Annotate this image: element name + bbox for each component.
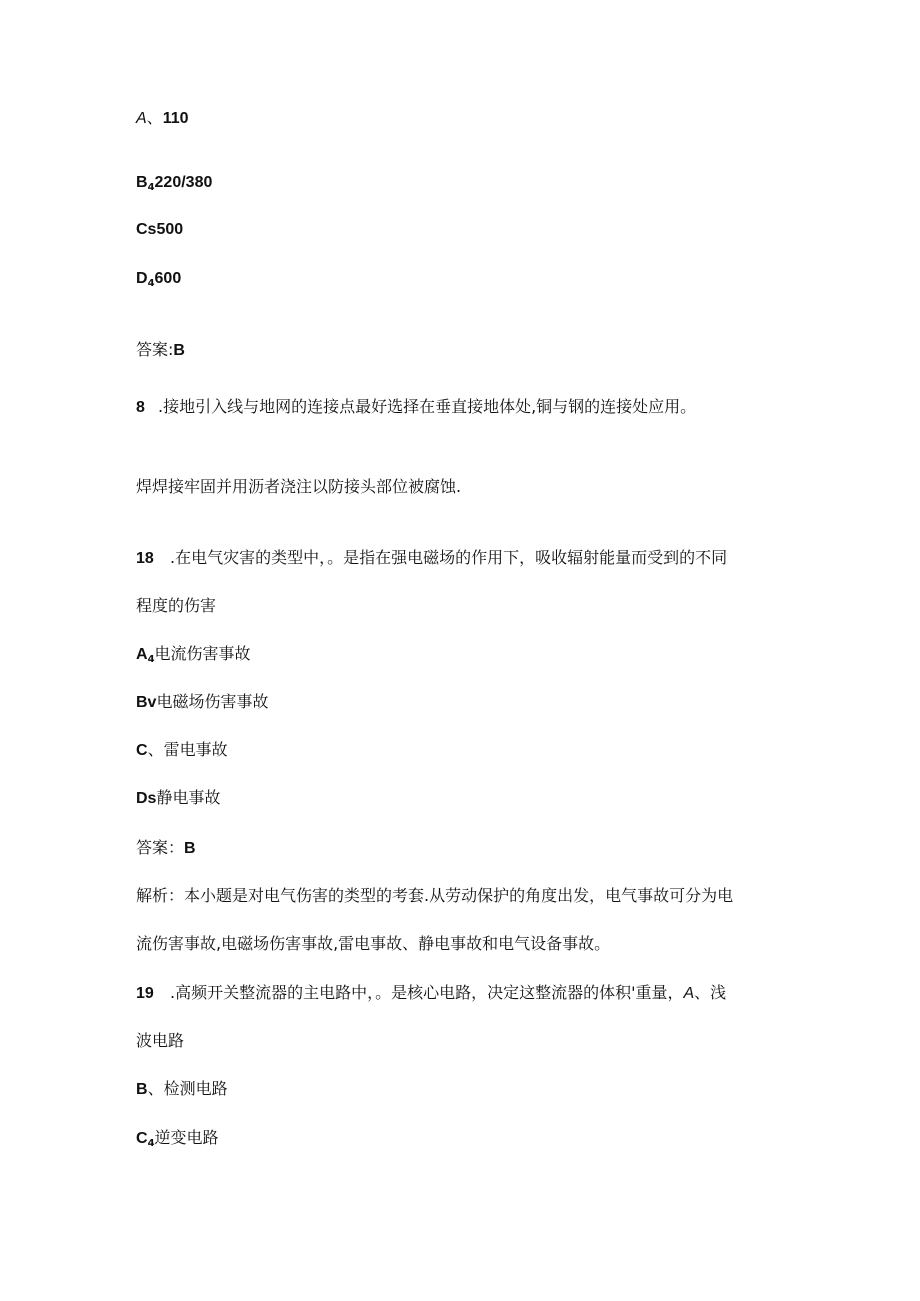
q18-option-c-sep: 、 xyxy=(147,740,164,759)
q18-stem-line1 xyxy=(136,548,727,569)
q18-option-d xyxy=(136,788,220,809)
q18-answer-value: B xyxy=(184,840,196,857)
q7-option-b-value: 220/380 xyxy=(154,174,213,191)
q18-option-b-letter: Bv xyxy=(136,694,157,711)
q7-option-d-letter: D xyxy=(136,270,148,287)
q7-option-d xyxy=(136,268,181,294)
q7-answer xyxy=(136,340,185,361)
q19-text-line1-main: .高频开关整流器的主电路中，。是核心电路，决定这整流器的体积'重量， xyxy=(170,983,684,1002)
q18-option-b-text: 电磁场伤害事故 xyxy=(156,692,269,711)
q18-option-c-text: 雷电事故 xyxy=(163,740,228,759)
q18-option-d-text: 静电事故 xyxy=(156,788,221,807)
q8-stem-line2: 焊焊接牢固并用沥者浇注以防接头部位被腐蚀. xyxy=(136,477,462,496)
q18-answer xyxy=(136,838,196,859)
q18-option-d-letter: Ds xyxy=(136,790,157,807)
q7-option-d-sep: 4 xyxy=(147,278,155,289)
q19-stem-line2: 波电路 xyxy=(136,1031,185,1050)
q19-text-line1-tail: 、浅 xyxy=(694,983,727,1002)
q19-stem-line1 xyxy=(136,983,726,1004)
q19-option-c-sep: 4 xyxy=(147,1138,155,1149)
q18-text-line1: .在电气灾害的类型中，。是指在强电磁场的作用下，吸收辐射能量而受到的不同 xyxy=(170,548,728,567)
q18-option-a-letter: A xyxy=(136,646,148,663)
q19-option-b-sep: 、 xyxy=(147,1079,164,1098)
q18-option-c-letter: C xyxy=(136,742,148,759)
q8-number: 8 xyxy=(136,399,145,416)
q19-option-b-text: 检测电路 xyxy=(163,1079,228,1098)
q19-text-line1-letter: A xyxy=(683,985,695,1002)
q19-option-c-letter: C xyxy=(136,1130,148,1147)
q7-option-a-sep: 、 xyxy=(146,108,163,127)
q18-analysis-line1: 解析：本小题是对电气伤害的类型的考套.从劳动保护的角度出发，电气事故可分为电 xyxy=(136,886,734,905)
q19-option-b-letter: B xyxy=(136,1081,148,1098)
q19-option-c-text: 逆变电路 xyxy=(154,1128,219,1147)
q18-analysis-line2: 流伤害事故,电磁场伤害事故,雷电事故、静电事故和电气设备事故。 xyxy=(136,934,611,953)
q7-option-b xyxy=(136,172,212,198)
q7-option-a-letter: A xyxy=(136,110,147,127)
q7-option-a xyxy=(136,108,189,129)
q7-option-a-value: 110 xyxy=(162,110,189,127)
q19-number: 19 xyxy=(136,985,154,1002)
q18-option-c xyxy=(136,740,228,761)
q18-option-b xyxy=(136,692,268,713)
q18-option-a xyxy=(136,644,251,670)
q7-option-b-sep: 4 xyxy=(147,182,155,193)
q7-option-b-letter: B xyxy=(136,174,148,191)
q7-option-d-value: 600 xyxy=(154,270,182,287)
q19-option-c xyxy=(136,1128,219,1154)
q19-option-b xyxy=(136,1079,228,1100)
q18-stem-line2: 程度的伤害 xyxy=(136,596,217,615)
q18-option-a-sep: 4 xyxy=(147,654,155,665)
q7-option-c: Cs500 xyxy=(136,221,184,238)
q18-number: 18 xyxy=(136,550,154,567)
q8-stem-line1 xyxy=(136,397,696,418)
q7-answer-label: 答案: xyxy=(136,340,174,359)
q8-text-line1: .接地引入线与地网的连接点最好选择在垂直接地体处,铜与钢的连接处应用。 xyxy=(158,397,697,416)
q18-option-a-text: 电流伤害事故 xyxy=(154,644,251,663)
q18-answer-label: 答案： xyxy=(136,838,185,857)
q7-answer-value: B xyxy=(173,342,185,359)
